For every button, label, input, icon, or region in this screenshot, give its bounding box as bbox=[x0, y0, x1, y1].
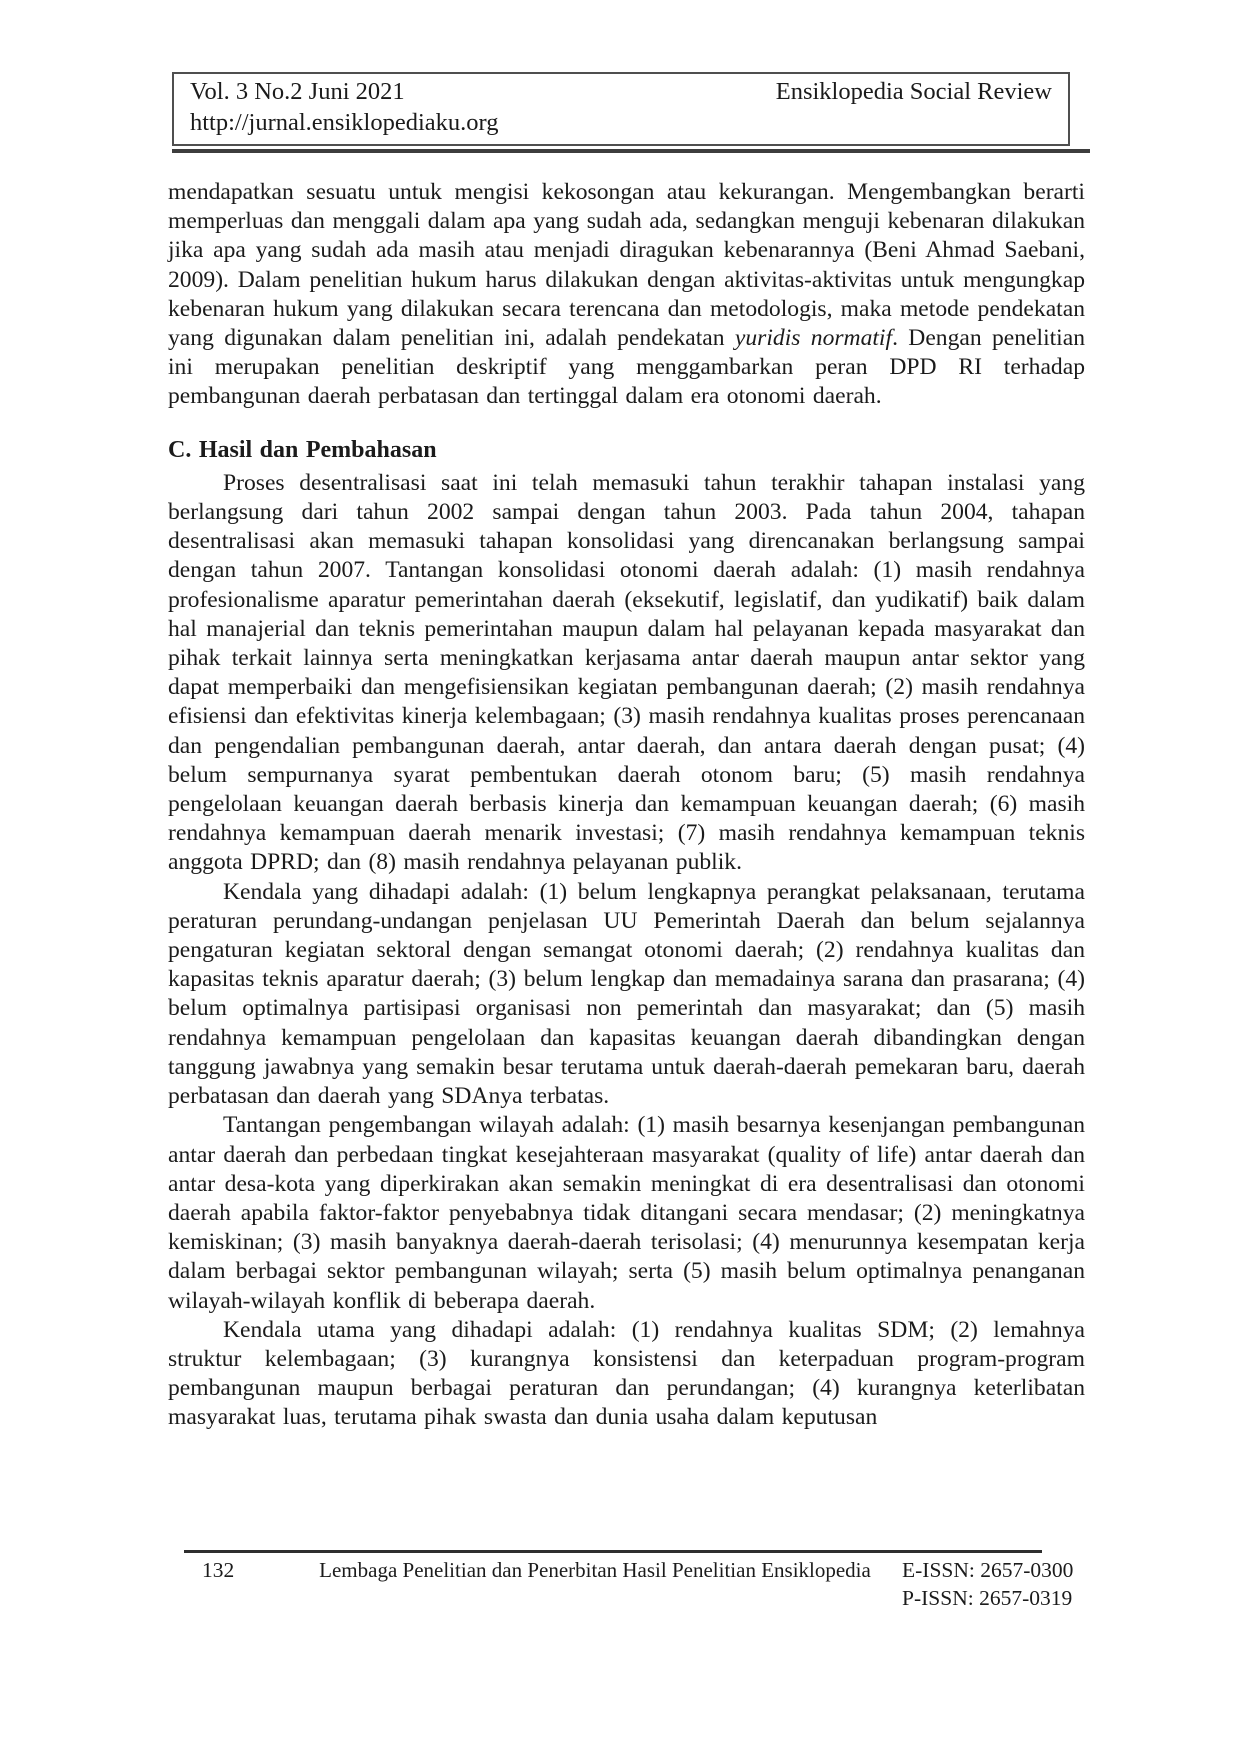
italic-text-segment: yuridis normatif bbox=[734, 325, 893, 352]
article-body bbox=[168, 178, 1085, 1433]
header-rule bbox=[172, 149, 1090, 153]
text-segment: Kendala yang dihadapi adalah: (1) belum lengkapnya perangkat pelaksanaan, terutama peraturan perundang-undangan penjelasan UU Pemerintah Daerah dan belum sejalannya pengaturan kegiatan sektoral dengan semangat otonomi daerah; (2) rendahnya kualitas dan kapasitas teknis aparatur daerah; (3) belum lengkap dan memadainya sarana dan prasarana; (4) belum optimalnya partisipasi organisasi non pemerintah dan masyarakat; dan (5) masih rendahnya kemampuan pengelolaan dan kapasitas keuangan daerah dibandingkan dengan tanggung jawabnya yang semakin besar terutama untuk daerah-daerah pemekaran baru, daerah perbatasan dan daerah yang SDAnya terbatas. bbox=[168, 878, 1085, 1110]
issn-block bbox=[902, 1556, 1090, 1612]
journal-header-row bbox=[190, 76, 1052, 107]
page-number: 132 bbox=[202, 1558, 235, 1582]
section-heading: C. Hasil dan Pembahasan bbox=[168, 436, 437, 463]
paragraph bbox=[168, 1316, 1085, 1433]
e-issn: E-ISSN: 2657-0300 bbox=[902, 1558, 1074, 1582]
text-segment: mendapatkan sesuatu untuk mengisi kekosongan atau kekurangan. Mengembangkan berarti memperluas dan menggali dalam apa yang sudah ada, sedangkan menguji kebenaran dilakukan jika apa yang sudah ada masih atau menjadi diragukan kebenarannya (Beni Ahmad Saebani, 2009). Dalam penelitian hukum harus dilakukan dengan aktivitas-aktivitas untuk mengungkap kebenaran hukum yang dilakukan secara terencana dan metodologis, maka metode pendekatan yang digunakan dalam penelitian ini, adalah pendekatan bbox=[168, 179, 1085, 352]
paragraph bbox=[168, 469, 1085, 878]
footer-row bbox=[172, 1556, 1090, 1612]
section-paragraphs bbox=[168, 469, 1085, 1433]
publisher-name: Lembaga Penelitian dan Penerbitan Hasil Penelitian Ensiklopedia bbox=[319, 1558, 871, 1582]
p-issn: P-ISSN: 2657-0319 bbox=[902, 1586, 1073, 1610]
text-segment: Proses desentralisasi saat ini telah memasuki tahun terakhir tahapan instalasi yang berlangsung dari tahun 2002 sampai dengan tahun 2003. Pada tahun 2004, tahapan desentralisasi akan memasuki tahapan konsolidasi yang direncanakan berlangsung sampai dengan tahun 2007. Tantangan konsolidasi otonomi daerah adalah: (1) masih rendahnya profesionalisme aparatur pemerintahan daerah (eksekutif, legislatif, dan yudikatif) baik dalam hal manajerial dan teknis pemerintahan maupun dalam hal pelayanan kepada masyarakat dan pihak terkait lainnya serta meningkatkan kerjasama antar daerah maupun antar sektor yang dapat memperbaiki dan mengefisiensikan kegiatan pembangunan daerah; (2) masih rendahnya efisiensi dan efektivitas kinerja kelembagaan; (3) masih rendahnya kualitas proses perencanaan dan pengendalian pembangunan daerah, antar daerah, dan antara daerah dengan pusat; (4) belum sempurnanya syarat pembentukan daerah otonom baru; (5) masih rendahnya pengelolaan keuangan daerah berbasis kinerja dan kemampuan keuangan daerah; (6) masih rendahnya kemampuan daerah menarik investasi; (7) masih rendahnya kemampuan teknis anggota DPRD; dan (8) masih rendahnya pelayanan publik. bbox=[168, 469, 1085, 876]
intro-paragraphs bbox=[168, 178, 1085, 412]
volume-info: Vol. 3 No.2 Juni 2021 bbox=[190, 78, 405, 105]
journal-title: Ensiklopedia Social Review bbox=[775, 78, 1052, 105]
paragraph bbox=[168, 1111, 1085, 1315]
journal-url: http://jurnal.ensiklopediaku.org bbox=[190, 109, 499, 136]
text-segment: . Dengan penelitian ini merupakan penelitian deskriptif yang menggambarkan peran DPD RI terhadap pembangunan daerah perbatasan dan tertinggal dalam era otonomi daerah. bbox=[168, 325, 1086, 410]
paragraph bbox=[168, 178, 1085, 412]
footer-rule bbox=[184, 1550, 1042, 1553]
page-footer bbox=[172, 1550, 1090, 1612]
text-segment: Kendala utama yang dihadapi adalah: (1) rendahnya kualitas SDM; (2) lemahnya struktur kelembagaan; (3) kurangnya konsistensi dan keterpaduan program-program pembangunan maupun berbagai peraturan dan perundangan; (4) kurangnya keterlibatan masyarakat luas, terutama pihak swasta dan dunia usaha dalam keputusan bbox=[168, 1316, 1085, 1431]
journal-header bbox=[172, 72, 1070, 146]
paragraph bbox=[168, 878, 1085, 1112]
text-segment: Tantangan pengembangan wilayah adalah: (1) masih besarnya kesenjangan pembangunan antar daerah dan perbedaan tingkat kesejahteraan masyarakat (quality of life) antar daerah dan antar desa-kota yang diperkirakan akan semakin meningkat di era desentralisasi dan otonomi daerah apabila faktor-faktor penyebabnya tidak ditangani secara mendasar; (2) meningkatnya kemiskinan; (3) masih banyaknya daerah-daerah terisolasi; (4) menurunnya kesempatan kerja dalam berbagai sektor pembangunan wilayah; serta (5) masih belum optimalnya penanganan wilayah-wilayah konflik di beberapa daerah. bbox=[168, 1112, 1085, 1314]
